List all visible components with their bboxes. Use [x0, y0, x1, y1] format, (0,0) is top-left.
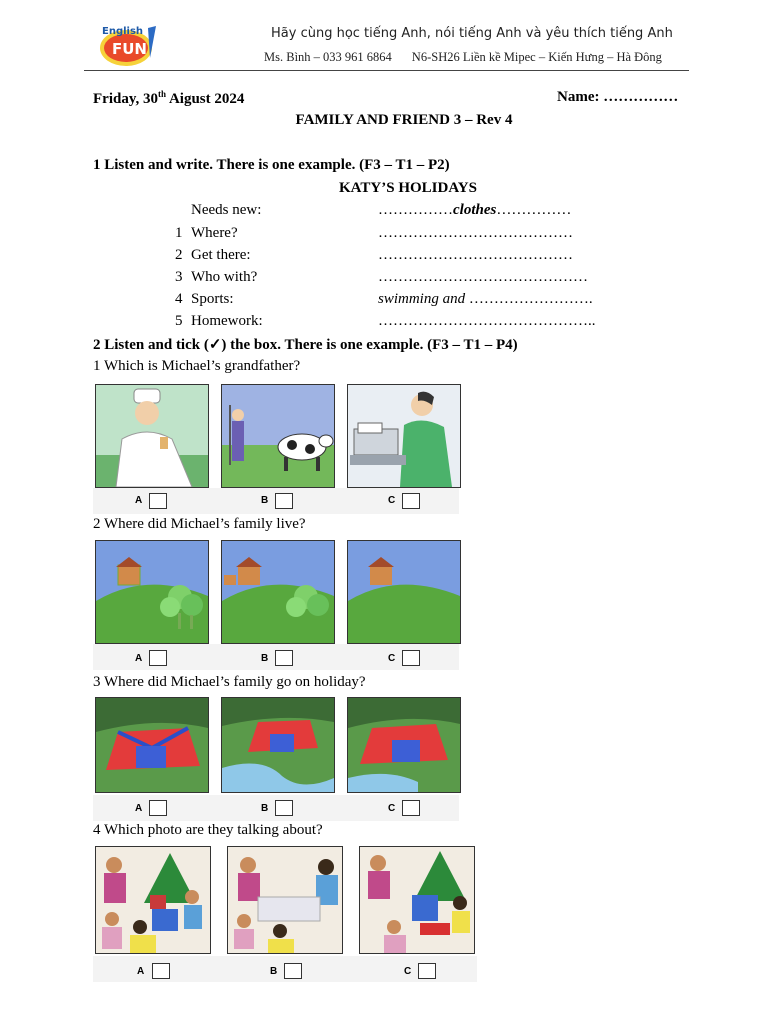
slogan: Hãy cùng học tiếng Anh, nói tiếng Anh và yêu thích tiếng Anh [271, 26, 673, 41]
family-christmas-picture [359, 846, 475, 954]
answer-line[interactable]: ……………clothes…………… [378, 202, 572, 218]
name-field[interactable]: Name: …………… [557, 89, 679, 105]
q1-checkbox-c[interactable] [402, 493, 420, 509]
office-worker-picture [347, 384, 461, 488]
logo-text-top: English [102, 26, 144, 37]
date: Friday, 30th Aigust 2024 [93, 89, 245, 107]
q3-checkbox-a[interactable] [149, 800, 167, 816]
answer-line[interactable]: swimming and ……………………. [378, 291, 593, 307]
answer-line[interactable]: …………………………………… [378, 269, 588, 285]
question-3: 3 Where did Michael’s family go on holiday? [93, 674, 366, 690]
logo-text-bottom: FUN [112, 40, 147, 58]
q1-checkbox-b[interactable] [275, 493, 293, 509]
address: N6-SH26 Liền kề Mipec – Kiến Hưng – Hà Đông [411, 50, 662, 64]
teacher-contact: Ms. Bình – 033 961 6864 [264, 50, 392, 64]
house-trees-picture [221, 540, 335, 644]
q4-checkbox-c[interactable] [418, 963, 436, 979]
q1-checkbox-a[interactable] [149, 493, 167, 509]
section1-subtitle: KATY’S HOLIDAYS [339, 180, 477, 196]
contact-line [264, 50, 662, 65]
worksheet-title: FAMILY AND FRIEND 3 – Rev 4 [295, 112, 513, 128]
q3-options: A B C [93, 697, 459, 829]
q3-checkbox-b[interactable] [275, 800, 293, 816]
header-divider [84, 70, 689, 71]
q4-checkbox-b[interactable] [284, 963, 302, 979]
english-fun-logo [98, 22, 160, 68]
q2-checkbox-a[interactable] [149, 650, 167, 666]
q1-options: A B C [93, 384, 459, 516]
chef-picture [95, 384, 209, 488]
family-table-picture [227, 846, 343, 954]
question-1: 1 Which is Michael’s grandfather? [93, 358, 301, 374]
q3-checkbox-c[interactable] [402, 800, 420, 816]
farmer-picture [221, 384, 335, 488]
q4-checkbox-a[interactable] [152, 963, 170, 979]
question-2: 2 Where did Michael’s family live? [93, 516, 306, 532]
answer-line[interactable]: ………………………………… [378, 225, 573, 241]
q2-checkbox-b[interactable] [275, 650, 293, 666]
section2-heading: 2 Listen and tick (✓) the box. There is one example. (F3 – T1 – P4) [93, 337, 518, 353]
tent-stream-picture [347, 697, 461, 793]
house-hill-picture [347, 540, 461, 644]
family-christmas-picture [95, 846, 211, 954]
q2-options: A B C [93, 540, 459, 672]
tent-stream-picture [221, 697, 335, 793]
q2-checkbox-c[interactable] [402, 650, 420, 666]
q4-options: A B C [93, 846, 477, 978]
house-trees-picture [95, 540, 209, 644]
section1-heading: 1 Listen and write. There is one example. (F3 – T1 – P2) [93, 157, 450, 173]
question-4: 4 Which photo are they talking about? [93, 822, 323, 838]
tent-picture [95, 697, 209, 793]
answer-line[interactable]: ………………………………… [378, 247, 573, 263]
answer-line[interactable]: …………………………………….. [378, 313, 596, 329]
